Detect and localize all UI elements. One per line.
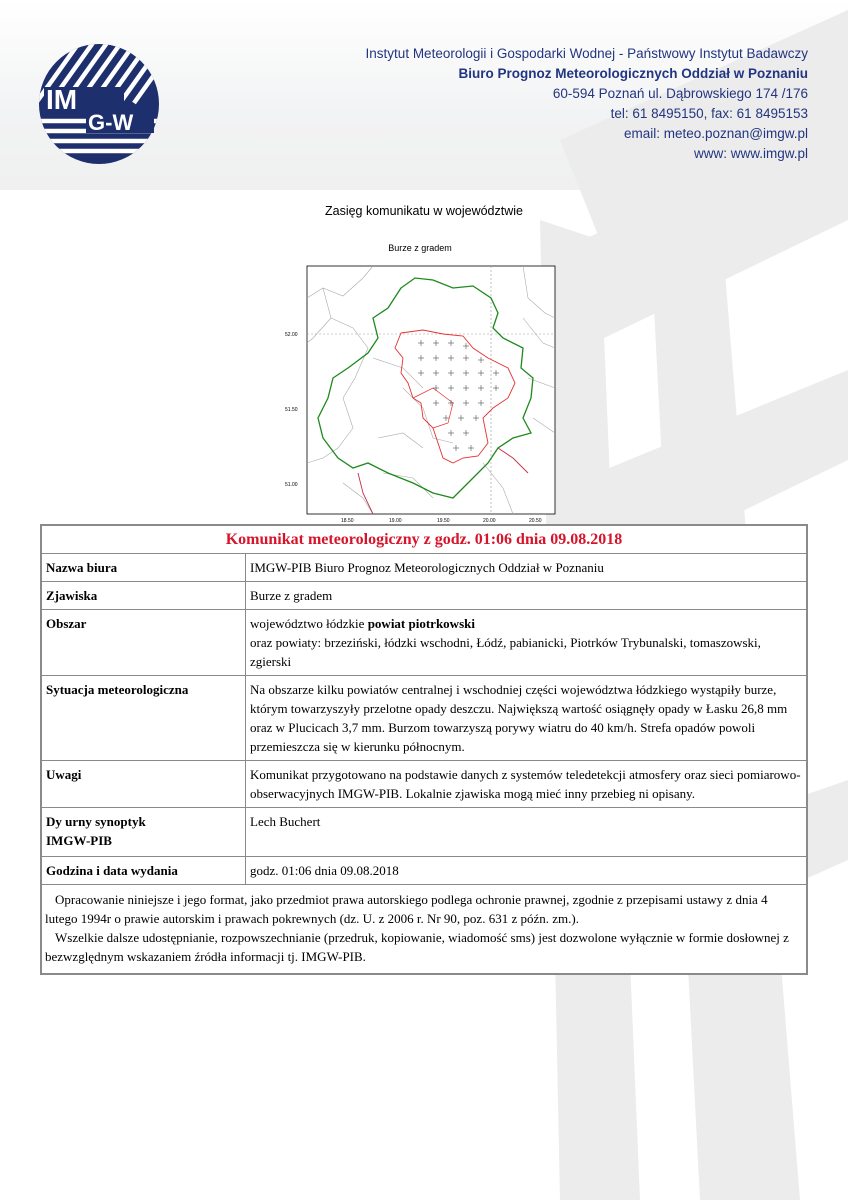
row-value: Komunikat przygotowano na podstawie danych z systemów teledetekcji atmosfery oraz sieci pomiarowo-obserwacyjnych IMGW-PIB. Lokalnie zjawiska mogą mieć inny przebieg ni opisany. <box>246 761 808 808</box>
office-name: Biuro Prognoz Meteorologicznych Oddział w Poznaniu <box>458 66 808 81</box>
lon-label: 19.50 <box>437 518 450 524</box>
table-row <box>41 582 807 610</box>
table-row <box>41 610 807 676</box>
table-row <box>41 676 807 761</box>
row-label: Uwagi <box>41 761 246 808</box>
row-value: Na obszarze kilku powiatów centralnej i wschodniej części województwa łódzkiego wystąpiły burze, którym towarzyszyły przelotne opady deszczu. Największą wartość osiągnęły opady w Łasku 26,8 mm oraz w Plucicach 3,7 mm. Burzom towarzyszą porywy wiatru do 40 km/h. Strefa opadów powoli przemieszcza się w kierunku północnym. <box>246 676 808 761</box>
row-label: Zjawiska <box>41 582 246 610</box>
table-row <box>41 761 807 808</box>
table-row <box>41 554 807 582</box>
lat-label: 52.00 <box>285 332 298 338</box>
row-value-area <box>246 610 808 676</box>
lon-label: 20.00 <box>483 518 496 524</box>
bulletin-title: Komunikat meteorologiczny z godz. 01:06 dnia 09.08.2018 <box>41 525 807 554</box>
map-title: Burze z gradem <box>388 243 452 253</box>
label-line: Dy urny synoptyk <box>46 814 146 829</box>
office-address: 60-594 Poznań ul. Dąbrowskiego 174 /176 <box>552 86 808 101</box>
lon-label: 19.00 <box>389 518 402 524</box>
row-value: Burze z gradem <box>246 582 808 610</box>
copyright-text: Opracowanie niniejsze i jego format, jako przedmiot prawa autorskiego podlega ochronie prawnej, zgodnie z przepisami ustawy z dnia 4 lutego 1994r o prawie autorskim i prawach pokrewnych (dz. U. z 2006 r. Nr 90, poz. 631 z późn. zm.). <box>45 892 768 926</box>
lat-label: 51.00 <box>285 482 298 488</box>
copyright-footer <box>41 885 807 975</box>
row-label: Godzina i data wydania <box>41 857 246 885</box>
map-caption: Zasięg komunikatu w województwie <box>324 204 523 218</box>
row-value: godz. 01:06 dnia 09.08.2018 <box>246 857 808 885</box>
area-bold: powiat piotrkowski <box>367 616 475 631</box>
row-label: Nazwa biura <box>41 554 246 582</box>
institute-header <box>366 44 808 164</box>
bulletin-table <box>40 524 808 975</box>
row-value: Lech Buchert <box>246 808 808 857</box>
lat-label: 51.50 <box>285 407 298 413</box>
office-phone: tel: 61 8495150, fax: 61 8495153 <box>610 106 808 121</box>
row-label: Sytuacja meteorologiczna <box>41 676 246 761</box>
office-email: email: meteo.poznan@imgw.pl <box>623 126 808 141</box>
logo-text-top: IM <box>46 84 78 115</box>
row-label: Obszar <box>41 610 246 676</box>
imgw-logo <box>38 43 160 165</box>
office-website: www: www.imgw.pl <box>693 146 808 161</box>
table-row <box>41 857 807 885</box>
table-row <box>41 808 807 857</box>
row-value: IMGW-PIB Biuro Prognoz Meteorologicznych Oddział w Poznaniu <box>246 554 808 582</box>
lon-label: 20.50 <box>529 518 542 524</box>
distribution-text: Wszelkie dalsze udostępnianie, rozpowszechnianie (przedruk, kopiowanie, wiadomość sms) jest dozwolone wyłącznie w formie dosłownej z bezwzględnym wskazaniem źródła informacji tj. IMGW-PIB. <box>45 930 789 964</box>
row-label <box>41 808 246 857</box>
area-prefix: województwo łódzkie <box>250 616 368 631</box>
area-rest: oraz powiaty: brzeziński, łódzki wschodni, Łódź, pabianicki, Piotrków Trybunalski, tomaszowski, zgierski <box>250 635 761 669</box>
lon-label: 18.50 <box>341 518 354 524</box>
institute-name: Instytut Meteorologii i Gospodarki Wodnej - Państwowy Instytut Badawczy <box>365 46 808 61</box>
logo-text-bottom: G-W <box>88 110 134 135</box>
warning-area-map <box>283 258 563 525</box>
label-line: IMGW-PIB <box>46 833 112 848</box>
